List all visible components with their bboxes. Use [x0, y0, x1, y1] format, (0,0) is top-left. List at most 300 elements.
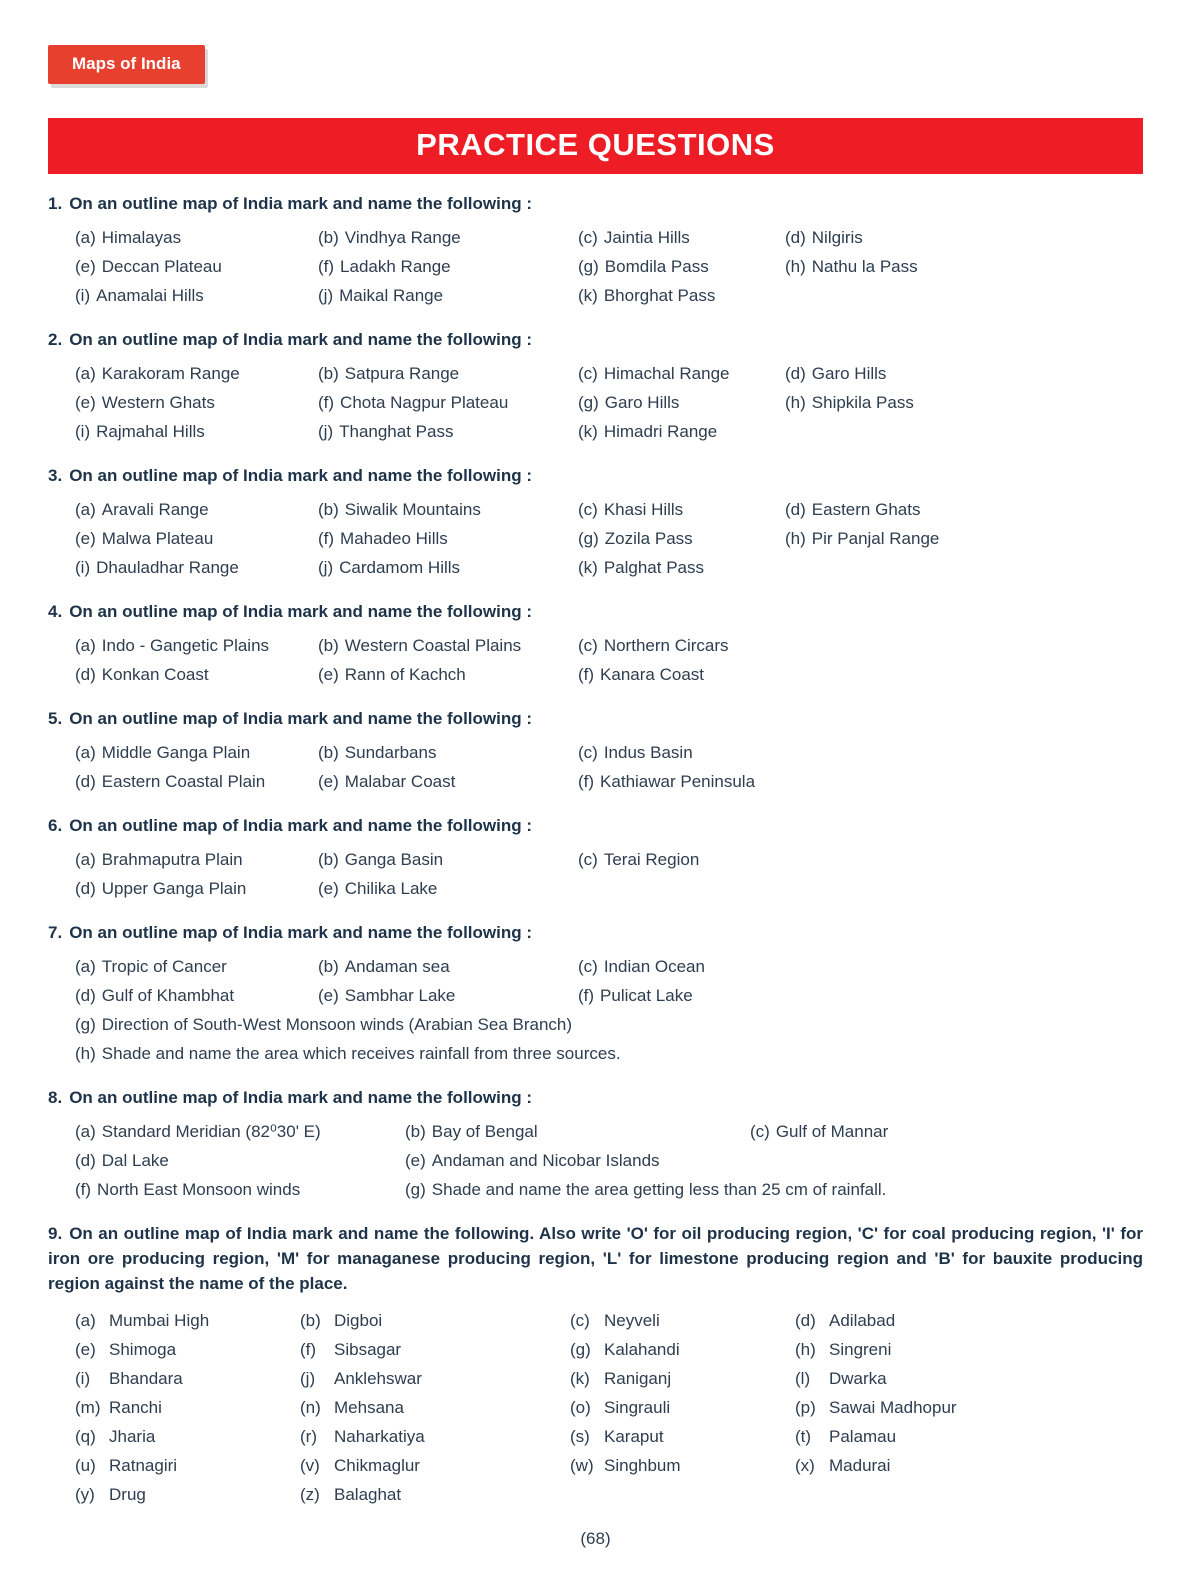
item-label: (a)	[75, 636, 96, 655]
item-text: Bay of Bengal	[431, 1122, 538, 1141]
question-item	[75, 252, 318, 281]
item-row	[75, 1039, 1143, 1068]
question-item	[75, 1393, 300, 1422]
item-label: (e)	[75, 1340, 96, 1359]
question-item	[75, 660, 318, 689]
question-item	[570, 1306, 795, 1335]
item-text: Siwalik Mountains	[344, 500, 481, 519]
question-text: On an outline map of India mark and name the following :	[69, 709, 532, 728]
item-label: (k)	[578, 558, 598, 577]
item-row	[75, 952, 1143, 981]
question-item	[75, 767, 318, 796]
item-label: (i)	[75, 558, 91, 577]
item-label: (b)	[318, 228, 339, 247]
item-text: Pir Panjal Range	[811, 529, 940, 548]
item-row	[75, 1010, 1143, 1039]
item-text: Kalahandi	[604, 1340, 680, 1359]
question-item	[75, 1117, 405, 1146]
item-label: (b)	[318, 636, 339, 655]
question-item	[300, 1480, 1143, 1509]
question-item	[75, 417, 318, 446]
item-text: Himadri Range	[603, 422, 718, 441]
item-label: (c)	[578, 636, 598, 655]
item-text: Dwarka	[829, 1369, 887, 1388]
item-label: (b)	[318, 850, 339, 869]
item-row	[75, 845, 1143, 874]
item-text: Eastern Coastal Plain	[101, 772, 266, 791]
question-item	[578, 524, 785, 553]
question-text: On an outline map of India mark and name the following :	[69, 330, 532, 349]
question-item	[578, 767, 1143, 796]
item-row	[75, 767, 1143, 796]
item-text: Malwa Plateau	[101, 529, 214, 548]
question-item	[318, 281, 578, 310]
question-heading	[48, 920, 1143, 945]
question-item	[795, 1306, 1143, 1335]
question-item	[75, 281, 318, 310]
item-label: (a)	[75, 743, 96, 762]
item-text: Rann of Kachch	[344, 665, 466, 684]
item-row	[75, 981, 1143, 1010]
item-text: Sambhar Lake	[344, 986, 456, 1005]
item-row	[75, 1175, 1143, 1204]
item-label: (k)	[578, 286, 598, 305]
question-number: 3.	[48, 466, 63, 485]
question-items	[48, 1117, 1143, 1204]
question-item	[318, 631, 578, 660]
question-2	[48, 327, 1143, 446]
question-item	[300, 1364, 570, 1393]
question-item	[318, 359, 578, 388]
item-text: Terai Region	[603, 850, 700, 869]
item-text: Vindhya Range	[344, 228, 461, 247]
question-items	[48, 359, 1143, 446]
item-text: Shimoga	[109, 1340, 177, 1359]
question-item	[318, 952, 578, 981]
item-label: (b)	[318, 500, 339, 519]
item-row	[75, 417, 1143, 446]
question-number: 8.	[48, 1088, 63, 1107]
question-5	[48, 706, 1143, 796]
item-label: (c)	[578, 364, 598, 383]
item-text: Mahadeo Hills	[340, 529, 448, 548]
item-label: (g)	[75, 1015, 96, 1034]
item-label: (e)	[318, 772, 339, 791]
item-text: Singrauli	[604, 1398, 671, 1417]
item-row	[75, 1117, 1143, 1146]
item-text: Digboi	[334, 1311, 383, 1330]
item-text: Malabar Coast	[344, 772, 456, 791]
question-item	[75, 1335, 300, 1364]
item-label: (h)	[785, 393, 806, 412]
item-text: Andaman sea	[344, 957, 450, 976]
question-item	[578, 359, 785, 388]
question-item	[300, 1306, 570, 1335]
item-label: (i)	[75, 422, 91, 441]
item-label: (k)	[578, 422, 598, 441]
item-row	[75, 1306, 1143, 1335]
item-text: Himachal Range	[603, 364, 730, 383]
question-item	[300, 1335, 570, 1364]
item-text: Gulf of Khambhat	[101, 986, 235, 1005]
question-item	[75, 1175, 405, 1204]
question-items	[48, 495, 1143, 582]
item-text: Singreni	[829, 1340, 892, 1359]
question-number: 2.	[48, 330, 63, 349]
item-text: Himalayas	[101, 228, 182, 247]
question-item	[785, 524, 1143, 553]
question-item	[318, 553, 578, 582]
item-text: Brahmaputra Plain	[101, 850, 243, 869]
question-item	[578, 845, 1143, 874]
item-text: Pulicat Lake	[600, 986, 693, 1005]
question-item	[75, 1364, 300, 1393]
question-heading	[48, 813, 1143, 838]
question-item	[318, 981, 578, 1010]
item-text: Sawai Madhopur	[829, 1398, 957, 1417]
question-text: On an outline map of India mark and name the following :	[69, 602, 532, 621]
item-label: (f)	[318, 529, 335, 548]
item-label: (f)	[578, 772, 595, 791]
question-item	[75, 952, 318, 981]
question-8	[48, 1085, 1143, 1204]
question-item	[578, 252, 785, 281]
questions-list	[48, 191, 1143, 1509]
question-4	[48, 599, 1143, 689]
item-text: Sundarbans	[344, 743, 437, 762]
question-item	[570, 1393, 795, 1422]
item-row	[75, 631, 1143, 660]
question-text: On an outline map of India mark and name the following :	[69, 194, 532, 213]
question-item	[318, 388, 578, 417]
question-3	[48, 463, 1143, 582]
question-item	[570, 1335, 795, 1364]
item-text: Neyveli	[604, 1311, 660, 1330]
item-text: Zozila Pass	[604, 529, 693, 548]
item-label: (a)	[75, 1311, 96, 1330]
question-item	[75, 1451, 300, 1480]
question-item	[578, 631, 1143, 660]
question-heading	[48, 463, 1143, 488]
question-item	[75, 1146, 405, 1175]
item-text: Mumbai High	[109, 1311, 210, 1330]
question-item	[785, 359, 1143, 388]
item-text: Eastern Ghats	[811, 500, 921, 519]
item-label: (a)	[75, 228, 96, 247]
item-text: Kanara Coast	[600, 665, 704, 684]
item-row	[75, 524, 1143, 553]
question-number: 9.	[48, 1224, 63, 1243]
item-text: Shipkila Pass	[811, 393, 914, 412]
item-text: Andaman and Nicobar Islands	[431, 1151, 660, 1170]
question-item	[318, 495, 578, 524]
question-items	[48, 223, 1143, 310]
item-label: (n)	[300, 1398, 321, 1417]
item-text: Garo Hills	[604, 393, 680, 412]
item-text: Cardamom Hills	[339, 558, 461, 577]
item-label: (b)	[300, 1311, 321, 1330]
item-text: Maikal Range	[339, 286, 444, 305]
item-label: (a)	[75, 500, 96, 519]
item-label: (e)	[318, 986, 339, 1005]
item-label: (a)	[75, 1122, 96, 1141]
item-label: (o)	[570, 1398, 591, 1417]
item-row	[75, 874, 1143, 903]
item-label: (h)	[75, 1044, 96, 1063]
question-item	[318, 845, 578, 874]
item-label: (v)	[300, 1456, 320, 1475]
question-item	[75, 1480, 300, 1509]
item-label: (k)	[570, 1369, 590, 1388]
question-heading	[48, 191, 1143, 216]
question-item	[75, 524, 318, 553]
question-item	[578, 281, 1143, 310]
item-label: (m)	[75, 1398, 101, 1417]
question-item	[75, 359, 318, 388]
question-item	[75, 874, 318, 903]
question-item	[795, 1451, 1143, 1480]
item-row	[75, 1451, 1143, 1480]
question-item	[318, 767, 578, 796]
question-item	[75, 1039, 1143, 1068]
item-label: (g)	[578, 393, 599, 412]
item-text: Karaput	[604, 1427, 664, 1446]
question-item	[578, 223, 785, 252]
question-item	[795, 1364, 1143, 1393]
item-text: Garo Hills	[811, 364, 887, 383]
item-row	[75, 281, 1143, 310]
item-label: (e)	[318, 879, 339, 898]
item-label: (s)	[570, 1427, 590, 1446]
question-text: On an outline map of India mark and name the following :	[69, 466, 532, 485]
item-label: (t)	[795, 1427, 812, 1446]
question-item	[570, 1364, 795, 1393]
item-text: Bomdila Pass	[604, 257, 709, 276]
item-label: (x)	[795, 1456, 815, 1475]
question-item	[318, 874, 1143, 903]
item-label: (u)	[75, 1456, 96, 1475]
item-text: Dhauladhar Range	[96, 558, 239, 577]
question-item	[405, 1146, 1143, 1175]
item-text: Khasi Hills	[603, 500, 684, 519]
item-label: (i)	[75, 1369, 91, 1388]
item-text: Jharia	[109, 1427, 156, 1446]
item-text: Standard Meridian (82⁰30' E)	[101, 1122, 321, 1141]
item-label: (l)	[795, 1369, 811, 1388]
item-text: Indian Ocean	[603, 957, 705, 976]
item-label: (c)	[578, 850, 598, 869]
question-item	[578, 952, 1143, 981]
item-text: Ladakh Range	[340, 257, 451, 276]
item-label: (p)	[795, 1398, 816, 1417]
question-item	[795, 1422, 1143, 1451]
item-text: Dal Lake	[101, 1151, 169, 1170]
item-row	[75, 553, 1143, 582]
page	[48, 45, 1143, 1549]
item-text: Western Coastal Plains	[344, 636, 522, 655]
question-9	[48, 1221, 1143, 1509]
question-item	[750, 1117, 1143, 1146]
item-label: (e)	[75, 257, 96, 276]
item-label: (b)	[318, 743, 339, 762]
question-item	[785, 252, 1143, 281]
question-item	[75, 495, 318, 524]
question-text: On an outline map of India mark and name the following. Also write 'O' for oil producing region, 'C' for coal producing region, 'I' for iron ore producing region, 'M' for managanese producing region, 'L' for limestone producing region and 'B' for bauxite producing region against the name of the place.	[48, 1224, 1143, 1293]
item-label: (c)	[578, 743, 598, 762]
item-row	[75, 252, 1143, 281]
item-label: (f)	[300, 1340, 317, 1359]
item-text: Palamau	[829, 1427, 897, 1446]
item-label: (g)	[405, 1180, 426, 1199]
item-label: (e)	[75, 529, 96, 548]
item-label: (j)	[318, 286, 334, 305]
question-item	[578, 660, 1143, 689]
item-text: Tropic of Cancer	[101, 957, 227, 976]
question-item	[785, 223, 1143, 252]
item-text: Aravali Range	[101, 500, 209, 519]
item-text: Indus Basin	[603, 743, 693, 762]
item-text: Shade and name the area which receives rainfall from three sources.	[101, 1044, 621, 1063]
question-item	[318, 660, 578, 689]
question-text: On an outline map of India mark and name the following :	[69, 1088, 532, 1107]
item-text: Rajmahal Hills	[96, 422, 205, 441]
question-heading	[48, 1221, 1143, 1296]
question-items	[48, 1306, 1143, 1509]
item-label: (h)	[795, 1340, 816, 1359]
item-text: Adilabad	[829, 1311, 896, 1330]
item-label: (c)	[578, 228, 598, 247]
item-label: (d)	[75, 665, 96, 684]
item-row	[75, 359, 1143, 388]
item-label: (r)	[300, 1427, 317, 1446]
item-label: (c)	[570, 1311, 590, 1330]
question-heading	[48, 1085, 1143, 1110]
question-heading	[48, 327, 1143, 352]
item-label: (c)	[750, 1122, 770, 1141]
question-item	[75, 845, 318, 874]
item-text: Gulf of Mannar	[775, 1122, 889, 1141]
question-item	[75, 1010, 1143, 1039]
item-text: Konkan Coast	[101, 665, 209, 684]
question-number: 5.	[48, 709, 63, 728]
item-row	[75, 1364, 1143, 1393]
item-text: Madurai	[829, 1456, 891, 1475]
item-label: (a)	[75, 957, 96, 976]
item-label: (i)	[75, 286, 91, 305]
item-text: Direction of South-West Monsoon winds (Arabian Sea Branch)	[101, 1015, 573, 1034]
question-text: On an outline map of India mark and name the following :	[69, 923, 532, 942]
question-item	[75, 1306, 300, 1335]
item-label: (h)	[785, 257, 806, 276]
question-number: 7.	[48, 923, 63, 942]
item-label: (c)	[578, 500, 598, 519]
item-label: (d)	[75, 879, 96, 898]
question-6	[48, 813, 1143, 903]
item-label: (f)	[318, 393, 335, 412]
item-text: Palghat Pass	[603, 558, 705, 577]
question-item	[75, 223, 318, 252]
question-items	[48, 631, 1143, 689]
item-label: (f)	[318, 257, 335, 276]
item-text: Middle Ganga Plain	[101, 743, 251, 762]
item-text: Anklehswar	[334, 1369, 422, 1388]
item-label: (d)	[785, 228, 806, 247]
item-text: Chilika Lake	[344, 879, 438, 898]
question-item	[578, 738, 1143, 767]
question-items	[48, 738, 1143, 796]
item-label: (j)	[318, 422, 334, 441]
item-row	[75, 388, 1143, 417]
item-label: (a)	[75, 850, 96, 869]
item-label: (j)	[318, 558, 334, 577]
item-text: Thanghat Pass	[339, 422, 454, 441]
item-text: Chota Nagpur Plateau	[340, 393, 509, 412]
item-row	[75, 1146, 1143, 1175]
item-row	[75, 1335, 1143, 1364]
item-label: (h)	[785, 529, 806, 548]
item-row	[75, 223, 1143, 252]
item-text: Western Ghats	[101, 393, 215, 412]
item-label: (y)	[75, 1485, 95, 1504]
item-label: (e)	[75, 393, 96, 412]
question-item	[318, 223, 578, 252]
item-row	[75, 738, 1143, 767]
item-label: (c)	[578, 957, 598, 976]
page-title: PRACTICE QUESTIONS	[48, 118, 1143, 174]
question-item	[75, 631, 318, 660]
item-label: (a)	[75, 364, 96, 383]
question-heading	[48, 706, 1143, 731]
item-text: Upper Ganga Plain	[101, 879, 247, 898]
item-label: (d)	[75, 1151, 96, 1170]
item-label: (z)	[300, 1485, 320, 1504]
item-label: (e)	[405, 1151, 426, 1170]
question-items	[48, 845, 1143, 903]
question-number: 6.	[48, 816, 63, 835]
item-text: Indo - Gangetic Plains	[101, 636, 270, 655]
question-item	[405, 1175, 1143, 1204]
item-text: Ganga Basin	[344, 850, 444, 869]
question-item	[318, 252, 578, 281]
item-label: (b)	[318, 364, 339, 383]
item-text: Balaghat	[334, 1485, 402, 1504]
item-label: (j)	[300, 1369, 316, 1388]
question-item	[405, 1117, 750, 1146]
question-item	[318, 417, 578, 446]
item-text: Singhbum	[604, 1456, 681, 1475]
item-text: Bhorghat Pass	[603, 286, 716, 305]
item-label: (d)	[75, 986, 96, 1005]
item-text: Nilgiris	[811, 228, 863, 247]
question-7	[48, 920, 1143, 1068]
item-row	[75, 660, 1143, 689]
item-label: (q)	[75, 1427, 96, 1446]
item-label: (g)	[578, 257, 599, 276]
item-label: (b)	[318, 957, 339, 976]
item-text: Karakoram Range	[101, 364, 240, 383]
item-label: (g)	[570, 1340, 591, 1359]
item-text: Naharkatiya	[334, 1427, 425, 1446]
item-text: North East Monsoon winds	[97, 1180, 301, 1199]
item-row	[75, 1393, 1143, 1422]
item-label: (d)	[785, 364, 806, 383]
question-item	[300, 1422, 570, 1451]
question-item	[300, 1393, 570, 1422]
maps-of-india-badge: Maps of India	[48, 45, 205, 84]
question-item	[75, 388, 318, 417]
question-item	[578, 417, 1143, 446]
item-label: (g)	[578, 529, 599, 548]
